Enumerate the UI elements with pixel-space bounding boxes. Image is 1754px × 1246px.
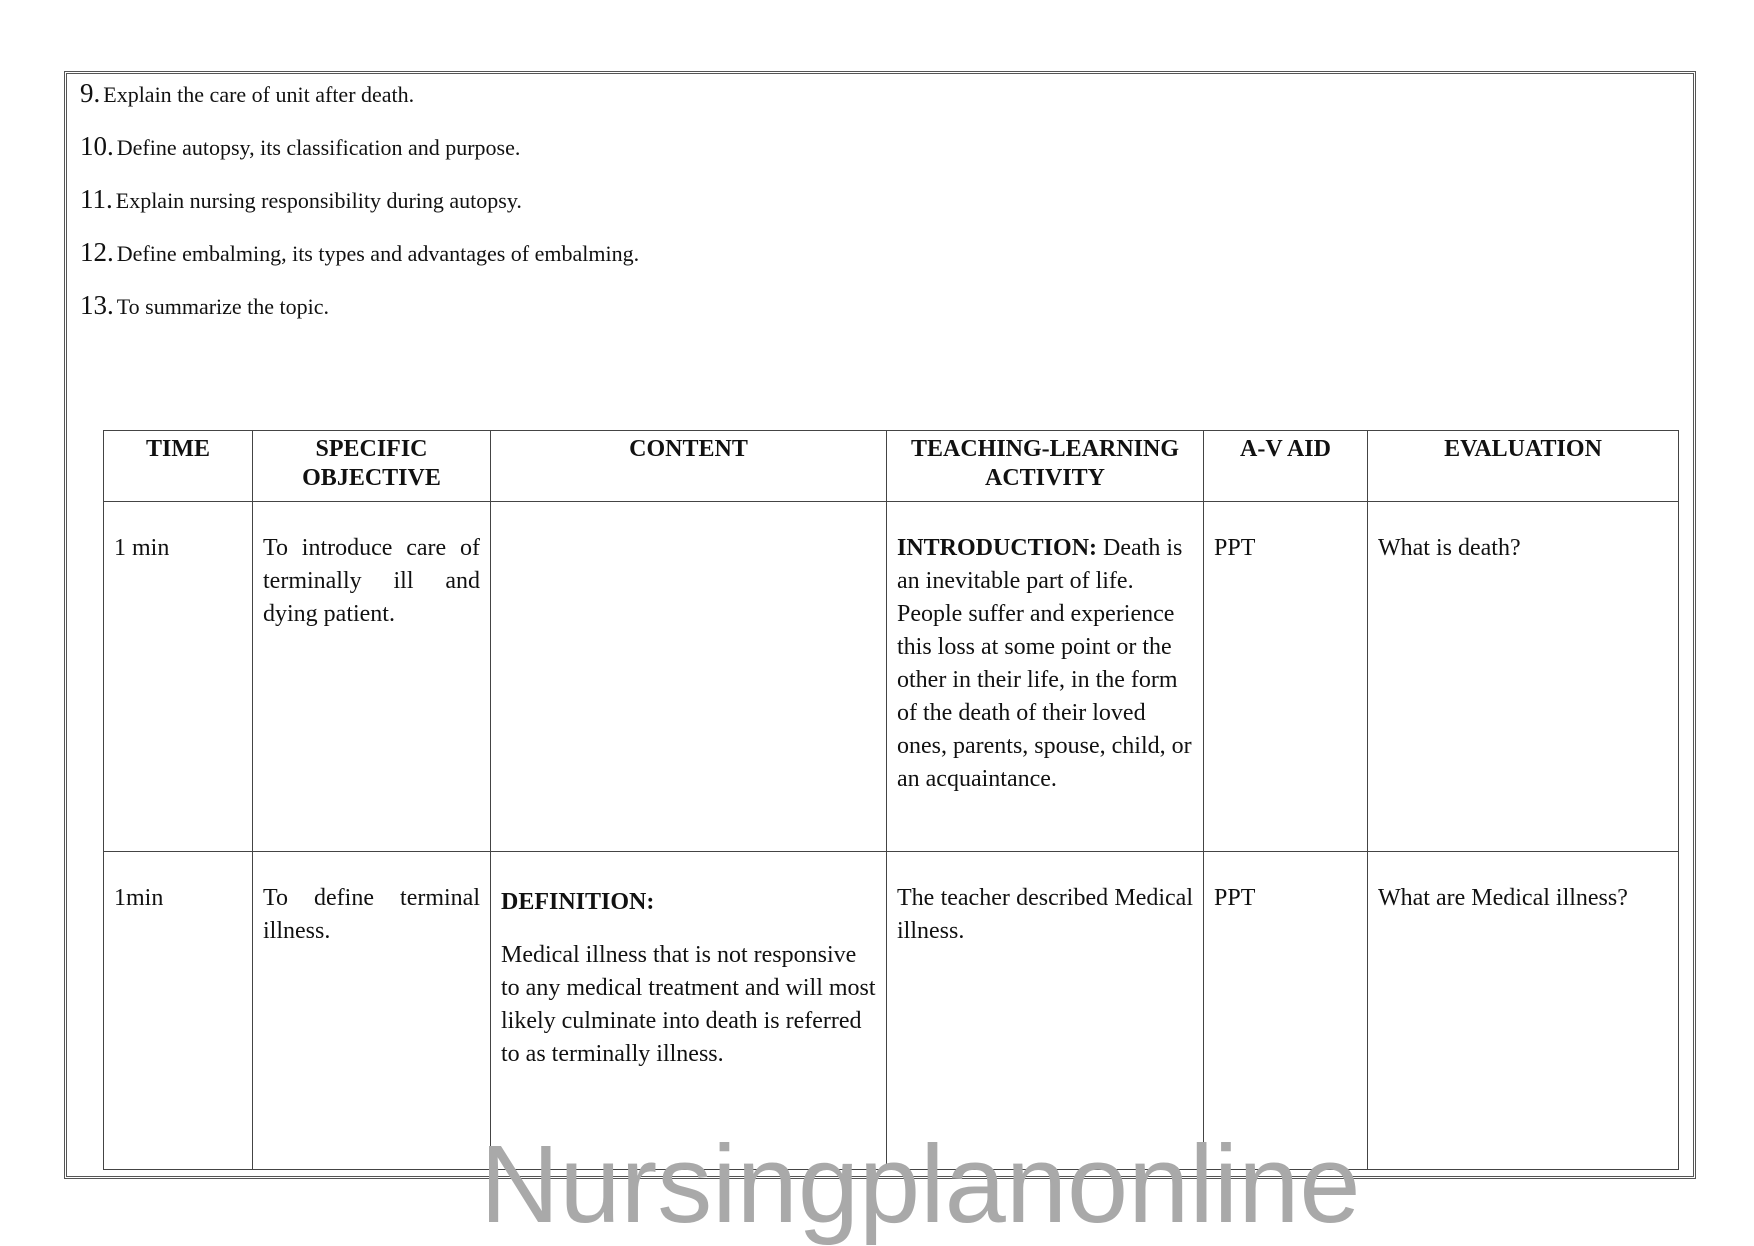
content-text: Medical illness that is not responsive to any medical treatment and will most likely culminate into death is referred to as terminally illness.: [501, 942, 876, 1067]
objective-item: [80, 290, 639, 343]
cell-evaluation: What are Medical illness?: [1368, 852, 1679, 1170]
objective-item: [80, 131, 639, 184]
cell-activity: [887, 502, 1204, 852]
lesson-plan-table: [103, 430, 1679, 1170]
objective-item: [80, 78, 639, 131]
cell-time: 1 min: [104, 502, 253, 852]
header-specific-objective: SPECIFIC OBJECTIVE: [253, 431, 491, 502]
activity-lead: INTRODUCTION:: [897, 535, 1098, 561]
cell-objective: To introduce care of terminally ill and dying patient.: [253, 502, 491, 852]
objectives-list: [80, 78, 639, 343]
header-time: TIME: [104, 431, 253, 502]
objective-number: 9.: [80, 78, 101, 108]
objective-text: Explain nursing responsibility during autopsy.: [115, 188, 522, 213]
objective-text: Explain the care of unit after death.: [103, 82, 415, 107]
table-row: [104, 852, 1679, 1170]
objective-number: 13.: [80, 290, 114, 320]
objective-number: 12.: [80, 237, 114, 267]
objective-text: Define autopsy, its classification and purpose.: [116, 135, 521, 160]
table-header-row: [104, 431, 1679, 502]
cell-objective: To define terminal illness.: [253, 852, 491, 1170]
cell-content: [491, 852, 887, 1170]
objective-number: 10.: [80, 131, 114, 161]
objective-item: [80, 184, 639, 237]
header-evaluation: EVALUATION: [1368, 431, 1679, 502]
cell-av-aid: PPT: [1204, 852, 1368, 1170]
objective-text: To summarize the topic.: [116, 294, 330, 319]
watermark: Nursingplanonline: [480, 1123, 1361, 1246]
table-row: [104, 502, 1679, 852]
objective-number: 11.: [80, 184, 113, 214]
cell-evaluation: What is death?: [1368, 502, 1679, 852]
header-content: CONTENT: [491, 431, 887, 502]
objective-item: [80, 237, 639, 290]
activity-text: The teacher described Medical illness.: [897, 885, 1193, 944]
content-title: DEFINITION:: [501, 889, 655, 915]
cell-activity: [887, 852, 1204, 1170]
activity-text: Death is an inevitable part of life. People suffer and experience this loss at some point or the other in their life, in the form of the death of their loved ones, parents, spouse, child, or an acquaintance.: [897, 535, 1192, 792]
objective-text: Define embalming, its types and advantages of embalming.: [116, 241, 640, 266]
header-teaching-learning-activity: TEACHING-LEARNING ACTIVITY: [887, 431, 1204, 502]
cell-time: 1min: [104, 852, 253, 1170]
header-av-aid: A-V AID: [1204, 431, 1368, 502]
cell-content: [491, 502, 887, 852]
cell-av-aid: PPT: [1204, 502, 1368, 852]
